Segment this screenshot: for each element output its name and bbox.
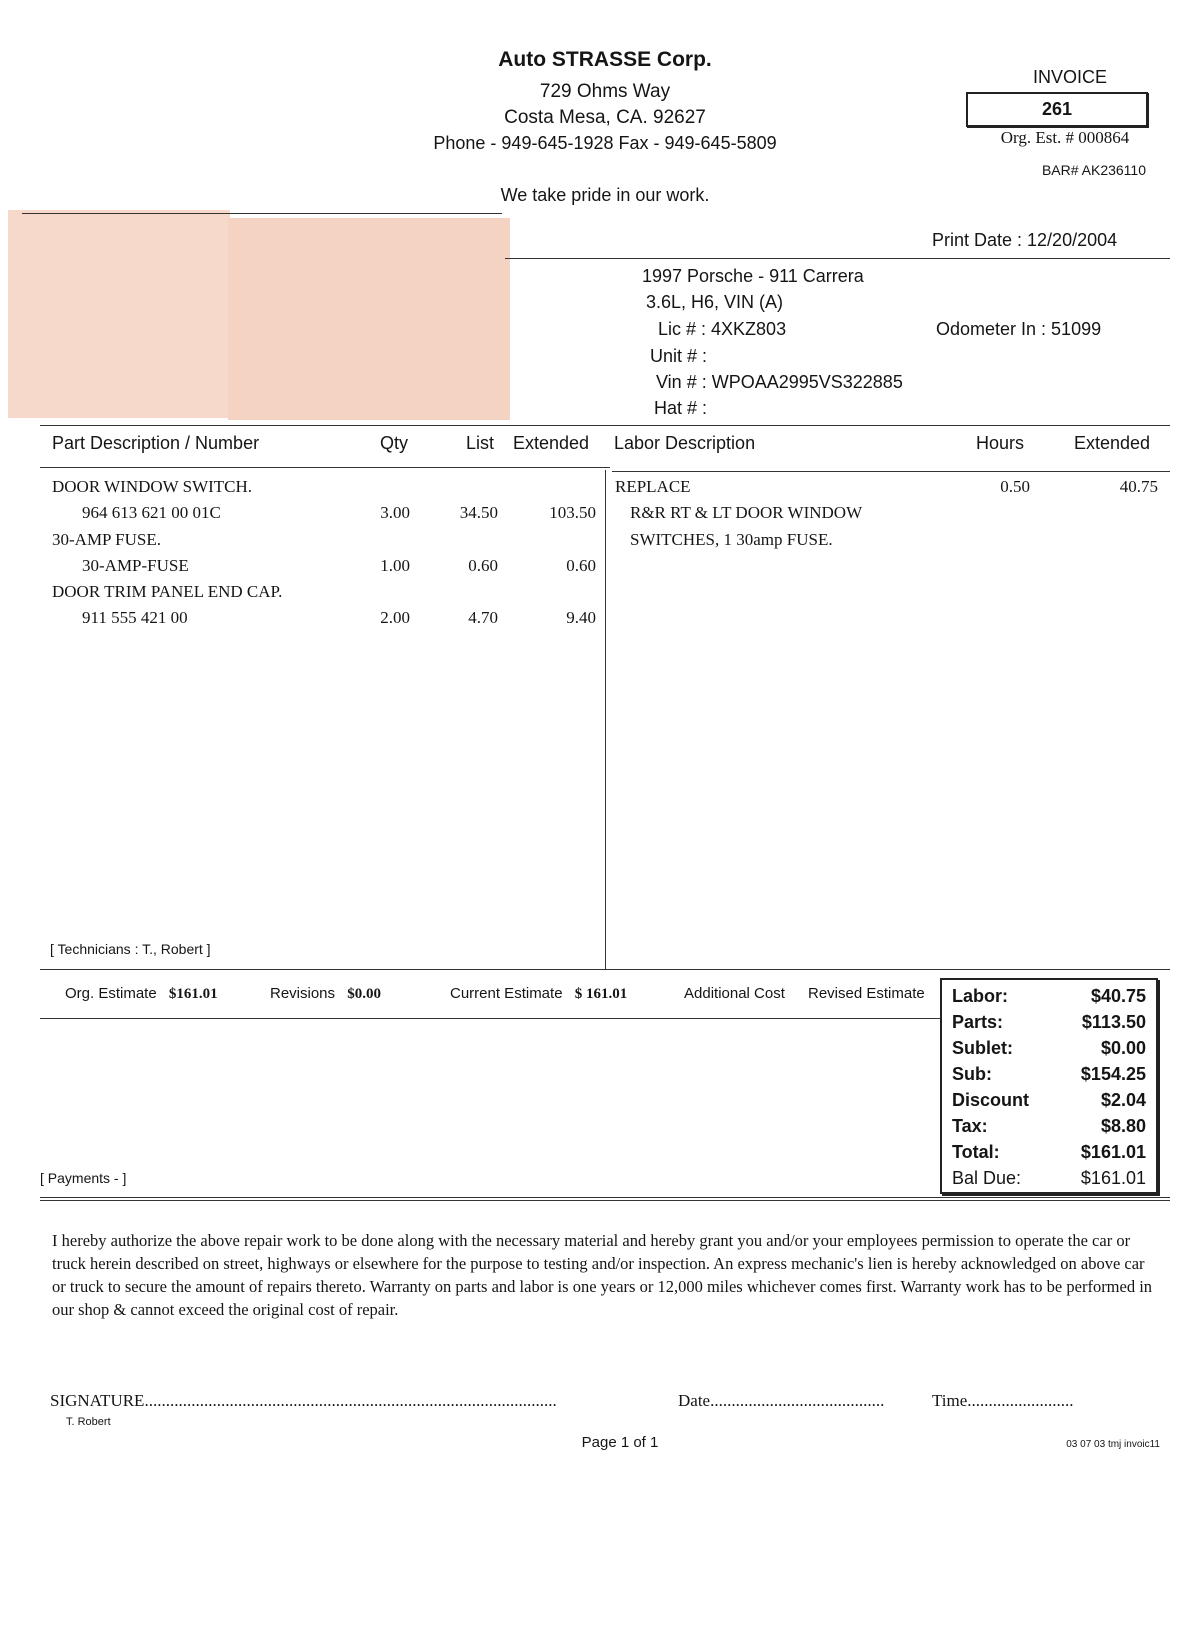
- part-extended: 9.40: [566, 608, 596, 627]
- date-dots: .........................................: [710, 1391, 885, 1410]
- part-number: 911 555 421 00: [82, 608, 188, 627]
- labor-hours-header: Hours: [976, 433, 1025, 453]
- additional-cost-label: Additional Cost: [684, 985, 785, 1002]
- parts-extended-header: Extended: [513, 433, 590, 453]
- vin-number: Vin # : WPOAA2995VS322885: [656, 372, 903, 392]
- labor-description-header: Labor Description: [614, 433, 756, 453]
- signature-dots: .................................................................................................: [144, 1391, 557, 1410]
- authorization-text: I hereby authorize the above repair work to be done along with the necessary material and hereby grant you and/or your employees permission to operate the car or truck herein described on street, highways or elsewhere for the purpose to testing and/or inspection. An express mechanic's lien is hereby acknowledged on above car or truck to secure the amount of repairs thereto. Warranty on parts and labor is one years or 12,000 miles whichever comes first. Warranty work has to be performed in our shop & cannot exceed the original cost of repair.: [52, 1231, 1153, 1319]
- current-estimate-label: Current Estimate: [450, 985, 563, 1002]
- parts-description-header: Part Description / Number: [52, 433, 260, 453]
- payments-bottom-line-2: [40, 1200, 1170, 1201]
- revised-estimate-label: Revised Estimate: [808, 985, 925, 1002]
- part-list: 0.60: [468, 556, 498, 575]
- time-field: [932, 1391, 1074, 1411]
- vehicle-model: 1997 Porsche - 911 Carrera: [642, 266, 864, 286]
- hat-number: Hat # :: [654, 398, 708, 418]
- vehicle-engine: 3.6L, H6, VIN (A): [646, 292, 784, 312]
- labor-total-value: $40.75: [1090, 986, 1146, 1006]
- company-phone-fax: Phone - 949-645-1928 Fax - 949-645-5809: [433, 133, 777, 153]
- parts-header-line: [40, 467, 610, 468]
- part-list: 4.70: [468, 608, 498, 627]
- grand-total-label: Total:: [952, 1142, 1000, 1162]
- revisions: [270, 985, 381, 1003]
- subtotal-value: $154.25: [1080, 1064, 1146, 1084]
- sublet-total-label: Sublet:: [952, 1038, 1013, 1058]
- form-code: 03 07 03 tmj invoic11: [1066, 1439, 1160, 1450]
- revisions-value: $0.00: [347, 986, 381, 1002]
- discount-label: Discount: [952, 1090, 1030, 1110]
- technicians: [ Technicians : T., Robert ]: [50, 941, 211, 957]
- part-extended: 103.50: [549, 503, 596, 522]
- parts-list-header: List: [466, 433, 495, 453]
- org-estimate-value: $161.01: [168, 986, 218, 1002]
- date-label: Date: [678, 1391, 711, 1410]
- estimates-line: [40, 1018, 940, 1019]
- page-number: Page 1 of 1: [581, 1434, 659, 1451]
- part-qty: 2.00: [380, 608, 410, 627]
- part-description: DOOR WINDOW SWITCH.: [52, 477, 253, 496]
- company-street: 729 Ohms Way: [539, 81, 671, 102]
- technician-name: T. Robert: [66, 1416, 111, 1428]
- table-bottom-line: [40, 969, 1170, 970]
- divider: [22, 213, 502, 214]
- company-city: Costa Mesa, CA. 92627: [504, 107, 706, 128]
- labor-detail-line: R&R RT & LT DOOR WINDOW: [630, 503, 863, 522]
- unit-number: Unit # :: [650, 346, 708, 366]
- invoice-number: 261: [1041, 99, 1073, 119]
- table-top-line: [40, 425, 1170, 426]
- part-description: 30-AMP FUSE.: [52, 530, 161, 549]
- current-estimate-value: $ 161.01: [574, 986, 628, 1002]
- balance-due-label: Bal Due:: [952, 1168, 1022, 1188]
- part-number: 964 613 621 00 01C: [82, 503, 221, 522]
- labor-detail-line: SWITCHES, 1 30amp FUSE.: [630, 530, 833, 549]
- bar-number: BAR# AK236110: [1041, 162, 1146, 178]
- company-name: Auto STRASSE Corp.: [498, 48, 712, 71]
- tax-label: Tax:: [952, 1116, 988, 1136]
- part-qty: 1.00: [380, 556, 410, 575]
- org-estimate-label: Org. Estimate: [65, 985, 157, 1002]
- org-estimate-number: Org. Est. # 000864: [1000, 128, 1130, 147]
- invoice-label: INVOICE: [1032, 67, 1107, 87]
- company-slogan: We take pride in our work.: [500, 185, 710, 205]
- divider: [505, 258, 1170, 259]
- labor-extended-header: Extended: [1074, 433, 1151, 453]
- parts-qty-header: Qty: [380, 433, 409, 453]
- labor-operation: REPLACE: [615, 477, 691, 496]
- redacted-customer-info-2: [228, 218, 510, 420]
- column-divider: [605, 470, 606, 970]
- part-description: DOOR TRIM PANEL END CAP.: [52, 582, 283, 601]
- labor-hours: 0.50: [1000, 477, 1030, 496]
- totals-box: [940, 978, 1158, 1194]
- odometer-in: Odometer In : 51099: [936, 319, 1102, 339]
- redacted-customer-info: [8, 210, 230, 418]
- signature-label: SIGNATURE: [50, 1391, 145, 1410]
- revisions-label: Revisions: [270, 985, 336, 1002]
- part-number: 30-AMP-FUSE: [82, 556, 189, 575]
- labor-extended: 40.75: [1119, 477, 1158, 496]
- date-field: [678, 1391, 884, 1411]
- parts-total-value: $113.50: [1081, 1012, 1146, 1032]
- sublet-total-value: $0.00: [1100, 1038, 1146, 1058]
- part-list: 34.50: [459, 503, 498, 522]
- tax-value: $8.80: [1100, 1116, 1146, 1136]
- labor-header-line: [612, 471, 1170, 472]
- time-dots: .........................: [967, 1391, 1074, 1410]
- part-extended: 0.60: [566, 556, 596, 575]
- time-label: Time: [932, 1391, 968, 1410]
- labor-total-label: Labor:: [952, 986, 1008, 1006]
- payments-bottom-line: [40, 1197, 1170, 1198]
- license-number: Lic # : 4XKZ803: [658, 319, 787, 339]
- subtotal-label: Sub:: [952, 1064, 992, 1084]
- payments: [ Payments - ]: [40, 1170, 127, 1186]
- balance-due-value: $161.01: [1080, 1168, 1146, 1188]
- org-estimate: [65, 985, 218, 1003]
- current-estimate: [450, 985, 627, 1003]
- discount-value: $2.04: [1100, 1090, 1146, 1110]
- signature-field: [50, 1391, 557, 1411]
- print-date: Print Date : 12/20/2004: [932, 230, 1118, 250]
- part-qty: 3.00: [380, 503, 410, 522]
- parts-total-label: Parts:: [952, 1012, 1004, 1032]
- grand-total-value: $161.01: [1080, 1142, 1146, 1162]
